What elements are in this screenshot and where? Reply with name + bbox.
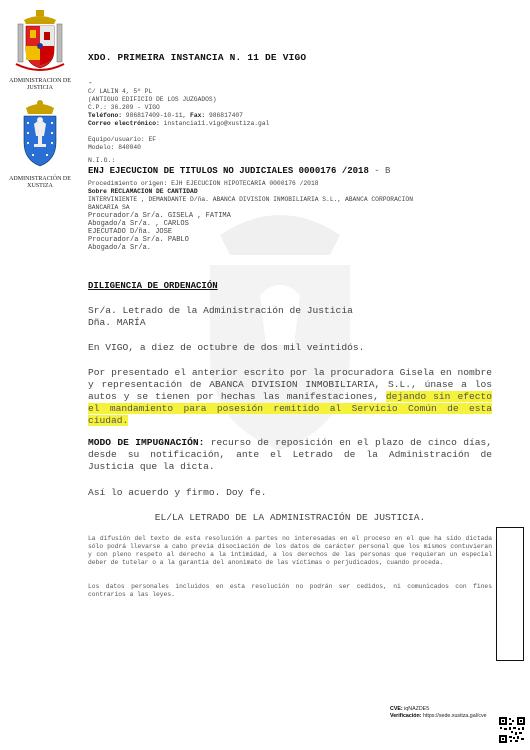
- fax-label: Fax:: [186, 112, 206, 119]
- spain-coat-of-arms-icon: [10, 10, 70, 80]
- fax-value: 986817407: [205, 112, 243, 119]
- about-line: [88, 188, 498, 196]
- party-line: Abogado/a Sr/a.: [88, 244, 152, 252]
- phone-label: Teléfono:: [88, 112, 123, 119]
- email-line: [88, 120, 388, 128]
- about-value: RECLAMACION DE CANTIDAD: [106, 188, 198, 195]
- highlighted-text: dejando sin efecto el mandamiento para posesión remitido al Servicio Común de esta ciudad.: [88, 391, 492, 426]
- origin-line: Procedimiento origen: EJH EJECUCION HIPOTECARIA 0000176 /2018: [88, 180, 319, 187]
- party-line: Abogado/a Sr/a. , CARLOS: [88, 220, 189, 228]
- addressee-block: [88, 305, 492, 329]
- date-line: En VIGO, a diez de octubre de dos mil veintidós.: [88, 342, 365, 353]
- party-line: EJECUTADO D/ña. JOSE: [88, 228, 173, 236]
- about-label: Sobre: [88, 188, 107, 195]
- sidebar: [0, 0, 80, 200]
- paragraph-text: Por presentado el anterior escrito por la procuradora Gisela en nombre y representación de ABANCA DIVISION INMOBILIARIA, S.L., únase a los autos y se tienen por hechas las manifestaciones,: [88, 367, 492, 402]
- party-line: Procurador/a Sr/a. PABLO: [88, 236, 189, 244]
- cve-value: iqNAZDE5: [402, 706, 430, 712]
- verification-block: [390, 706, 487, 720]
- cve-label: CVE:: [390, 706, 403, 712]
- galicia-justice-label: ADMINISTRACIÓN DE XUSTIZA: [9, 176, 71, 189]
- address-line: C/ LALIN 4, 5º PL: [88, 88, 153, 95]
- closing-line: Así lo acuerdo y firmo. Doy fe.: [88, 487, 267, 498]
- diligencia-heading: DILIGENCIA DE ORDENACIÓN: [88, 281, 218, 291]
- nig-label: N.I.G.:: [88, 157, 116, 164]
- impugnation-label: MODO DE IMPUGNACIÓN:: [88, 437, 205, 448]
- privacy-notice: La difusión del texto de esta resolución a partes no interesadas en el proceso en el que ha sido dictada sólo podrá llevarse a cabo previa disociación de los datos de carácter personal que los mismos contuvieran y con pleno respeto al derecho a la intimidad, a los derechos de las personas que requieran un especial deber de tutelar o a la garantía del anonimato de las víctimas o perjudicados, cuando proceda.: [88, 535, 492, 566]
- address-line: C.P.: 36.209 - VIGO: [88, 104, 160, 111]
- team-user: Equipo/usuario: EF: [88, 136, 157, 143]
- party-line: BANCARIA SA: [88, 204, 130, 211]
- court-name: XDO. PRIMEIRA INSTANCIA N. 11 DE VIGO: [88, 52, 307, 63]
- party-line: INTERVINIENTE , DEMANDANTE D/ña. ABANCA DIVISION INMOBILIARIA S.L., ABANCA CORPORACION: [88, 196, 413, 203]
- verification-url: https://sede.xustiza.gal/cve: [421, 713, 487, 719]
- parties-block: [88, 180, 498, 252]
- party-line: Procurador/a Sr/a. GISELA , FATIMA: [88, 212, 231, 220]
- addressee-line: Sr/a. Letrado de la Administración de Justicia: [88, 305, 353, 316]
- case-title-text: ENJ EJECUCION DE TITULOS NO JUDICIALES 0000176 /2018: [88, 166, 369, 176]
- court-address-block: [88, 80, 388, 128]
- case-title: [88, 166, 390, 176]
- verification-label: Verificación:: [390, 713, 422, 719]
- spain-justice-label: ADMINISTRACION DE JUSTICIA: [9, 78, 71, 91]
- email-value: instancia11.vigo@xustiza.gal: [159, 120, 270, 127]
- signature-side-box: [496, 527, 524, 661]
- signature-line: EL/LA LETRADO DE LA ADMINISTRACIÓN DE JUSTICIA.: [154, 512, 426, 523]
- dash: -: [88, 79, 93, 88]
- galicia-coat-of-arms-icon: [10, 98, 70, 170]
- verification-line: [390, 713, 487, 720]
- address-line: (ANTIGUO EDIFICIO DE LOS JUZGADOS): [88, 96, 217, 103]
- case-suffix: - B: [368, 166, 391, 176]
- impugnation-text: recurso de reposición en el plazo de cinco días, desde su notificación, ante el Letrado de la Administración de Justicia que la dicta.: [88, 437, 492, 472]
- paragraph-main: [88, 367, 492, 427]
- phone-line: [88, 112, 388, 120]
- impugnation-paragraph: [88, 437, 492, 473]
- phone-value: 986817409-10-11,: [122, 112, 187, 119]
- model: Modelo: 840040: [88, 144, 141, 151]
- qr-code-icon: [499, 717, 525, 743]
- cve-line: [390, 706, 487, 713]
- email-label: Correo electrónico:: [88, 120, 160, 127]
- addressee-line: Dña. MARÍA: [88, 317, 146, 328]
- meta-block: [88, 136, 388, 152]
- data-notice: Los datos personales incluidos en esta resolución no podrán ser cedidos, ni comunicados con fines contrarios a las leyes.: [88, 583, 492, 598]
